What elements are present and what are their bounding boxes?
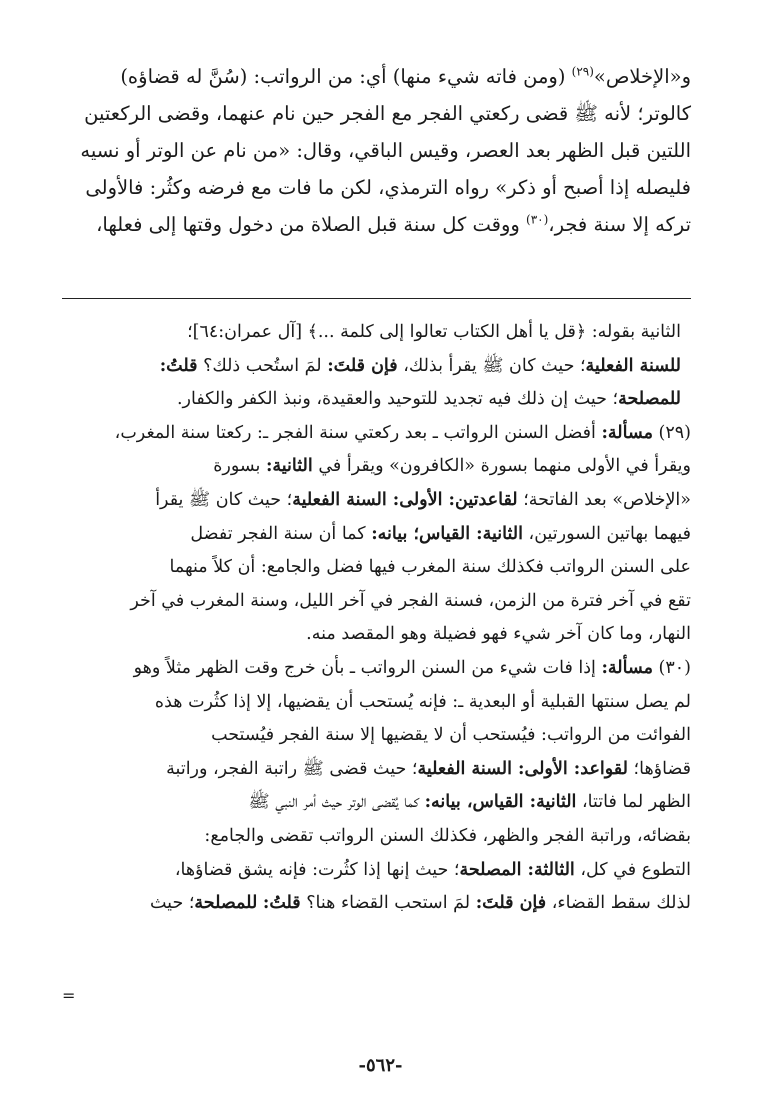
footnote-line	[62, 887, 691, 921]
text-segment: بقضائه، وراتبة الفجر والظهر، فكذلك السنن الرواتب تقضى والجامع:	[204, 825, 691, 846]
footnote-30	[62, 652, 691, 921]
main-line: اللتين قبل الظهر بعد العصر، وقيس الباقي، وقال: «من نام عن الوتر أو نسيه	[80, 139, 691, 162]
text-segment: لمَ استُحب ذلك؟	[197, 355, 328, 376]
footnote-separator	[62, 298, 691, 299]
footnote-line	[62, 585, 691, 619]
bold-term: مسألة:	[601, 657, 653, 678]
footnote-line	[62, 854, 691, 888]
footnote-line	[62, 753, 691, 787]
bold-term: لقاعدتين: الأولى: السنة الفعلية	[292, 489, 518, 510]
text-segment: (٣٠)	[652, 657, 691, 678]
bold-term: الثانية:	[265, 456, 313, 477]
text-segment: لذلك سقط القضاء،	[546, 893, 691, 914]
text-segment: «الإخلاص» بعد الفاتحة؛	[517, 489, 691, 510]
text-segment: ؛ حيث	[149, 893, 195, 914]
main-line: فليصله إذا أصبح أو ذكر» رواه الترمذي، لكن ما فات مع فرضه وكثُر: فالأولى	[85, 176, 691, 199]
footnote-29	[62, 417, 691, 652]
text-segment: قضاؤها؛	[627, 758, 691, 779]
text-segment: (٢٩)	[652, 422, 691, 443]
text-segment: إذا فات شيء من السنن الرواتب ـ بأن خرج وقت الظهر مثلاً وهو	[133, 657, 602, 678]
bold-term: الثانية: القياس، بيانه:	[424, 792, 577, 813]
text-segment: الفوائت من الرواتب: فيُستحب أن لا يقضيها إلا سنة الفجر فيُستحب	[211, 725, 691, 746]
main-line: تركه إلا سنة فجر،$^{(٣٠)}$ ووقت كل سنة قبل الصلاة من دخول وقتها إلى فعلها،	[96, 212, 691, 236]
footnote-line	[62, 618, 691, 652]
footnote-line	[62, 383, 681, 417]
text-segment: النهار، وما كان آخر شيء فهو فضيلة وهو المقصد منه.	[306, 624, 691, 645]
text-segment: ؛ حيث قضى ﷺ راتبة الفجر، وراتبة	[166, 758, 418, 779]
footnote-line	[62, 686, 691, 720]
footnote-ref[interactable]: (٢٩)	[571, 64, 594, 79]
text-segment: ؛ حيث كان ﷺ يقرأ بذلك،	[397, 355, 586, 376]
footnote-line	[62, 417, 691, 451]
continuation-mark: =	[62, 986, 76, 1005]
text-segment: الظهر لما فاتتا،	[576, 792, 691, 813]
text-segment: ؛ حيث إن ذلك فيه تجديد للتوحيد والعقيدة، ونبذ الكفر والكفار.	[176, 389, 619, 410]
text-segment: أفضل السنن الرواتب ـ بعد ركعتي سنة الفجر ـ: ركعتا سنة المغرب،	[114, 422, 602, 443]
footnote-line	[62, 450, 691, 484]
main-line: كالوتر؛ لأنه ﷺ قضى ركعتي الفجر مع الفجر حين نام عنهما، وقضى الركعتين	[84, 102, 691, 125]
bold-term: قلتُ:	[262, 893, 301, 914]
text-segment: بسورة	[213, 456, 266, 477]
text-segment: تقع في آخر فترة من الزمن، فسنة الفجر في آخر الليل، وسنة المغرب في آخر	[130, 590, 691, 611]
text-segment: التطوع في كل،	[574, 859, 691, 880]
bold-term: قلتُ:	[159, 355, 198, 376]
text-segment: كما أن سنة الفجر تفضل	[190, 523, 372, 544]
main-line: و«الإخلاص»$^{(٢٩)}$ (ومن فاته شيء منها) أي: من الرواتب: (سُنَّ له قضاؤه)	[120, 64, 691, 88]
footnote-ref[interactable]: (٣٠)	[526, 212, 549, 227]
footnote-line	[62, 719, 691, 753]
footnote-line	[62, 518, 691, 552]
footnote-line	[62, 652, 691, 686]
footnote-line	[62, 350, 681, 384]
footnote-continuation	[62, 316, 691, 417]
text-segment: على السنن الرواتب فكذلك سنة المغرب فيها فضل والجامع: أن كلاً منهما	[169, 557, 691, 578]
footnote-line	[62, 484, 691, 518]
bold-term: فإن قلتَ:	[327, 355, 398, 376]
bold-term: لقواعد: الأولى: السنة الفعلية	[417, 758, 628, 779]
bold-term: مسألة:	[601, 422, 653, 443]
text-segment: لمَ استحب القضاء هنا؟	[300, 893, 476, 914]
text-segment: الثانية بقوله: ﴿قل يا أهل الكتاب تعالوا إلى كلمة ...﴾ [آل عمران:٦٤]؛	[187, 322, 681, 342]
bold-term: الثالثة: المصلحة	[459, 859, 575, 880]
text-segment: كما يُقضى الوتر حيث أمر النبي ﷺ	[248, 792, 425, 813]
text-segment: لم يصل سنتها القبلية أو البعدية ـ: فإنه يُستحب أن يقضيها، إلا إذا كثُرت هذه	[154, 691, 691, 712]
footnote-line	[62, 786, 691, 820]
text-segment: فيهما بهاتين السورتين،	[522, 523, 691, 544]
footnote-line	[62, 316, 681, 350]
footnote-line	[62, 551, 691, 585]
bold-term: للسنة الفعلية	[585, 355, 681, 376]
page-number: -٥٦٢-	[358, 1055, 403, 1076]
bold-term: للمصلحة	[194, 893, 258, 914]
text-segment: ويقرأ في الأولى منهما بسورة «الكافرون» ويقرأ في	[312, 456, 691, 477]
footnote-line	[62, 820, 691, 854]
main-text	[62, 58, 691, 243]
text-segment: ؛ حيث كان ﷺ يقرأ	[155, 489, 293, 510]
bold-term: الثانية: القياس؛ بيانه:	[371, 523, 523, 544]
bold-term: فإن قلتَ:	[475, 893, 547, 914]
text-segment: ؛ حيث إنها إذا كثُرت: فإنه يشق قضاؤها،	[174, 859, 460, 880]
footnotes	[62, 316, 691, 921]
bold-term: للمصلحة	[618, 389, 681, 410]
